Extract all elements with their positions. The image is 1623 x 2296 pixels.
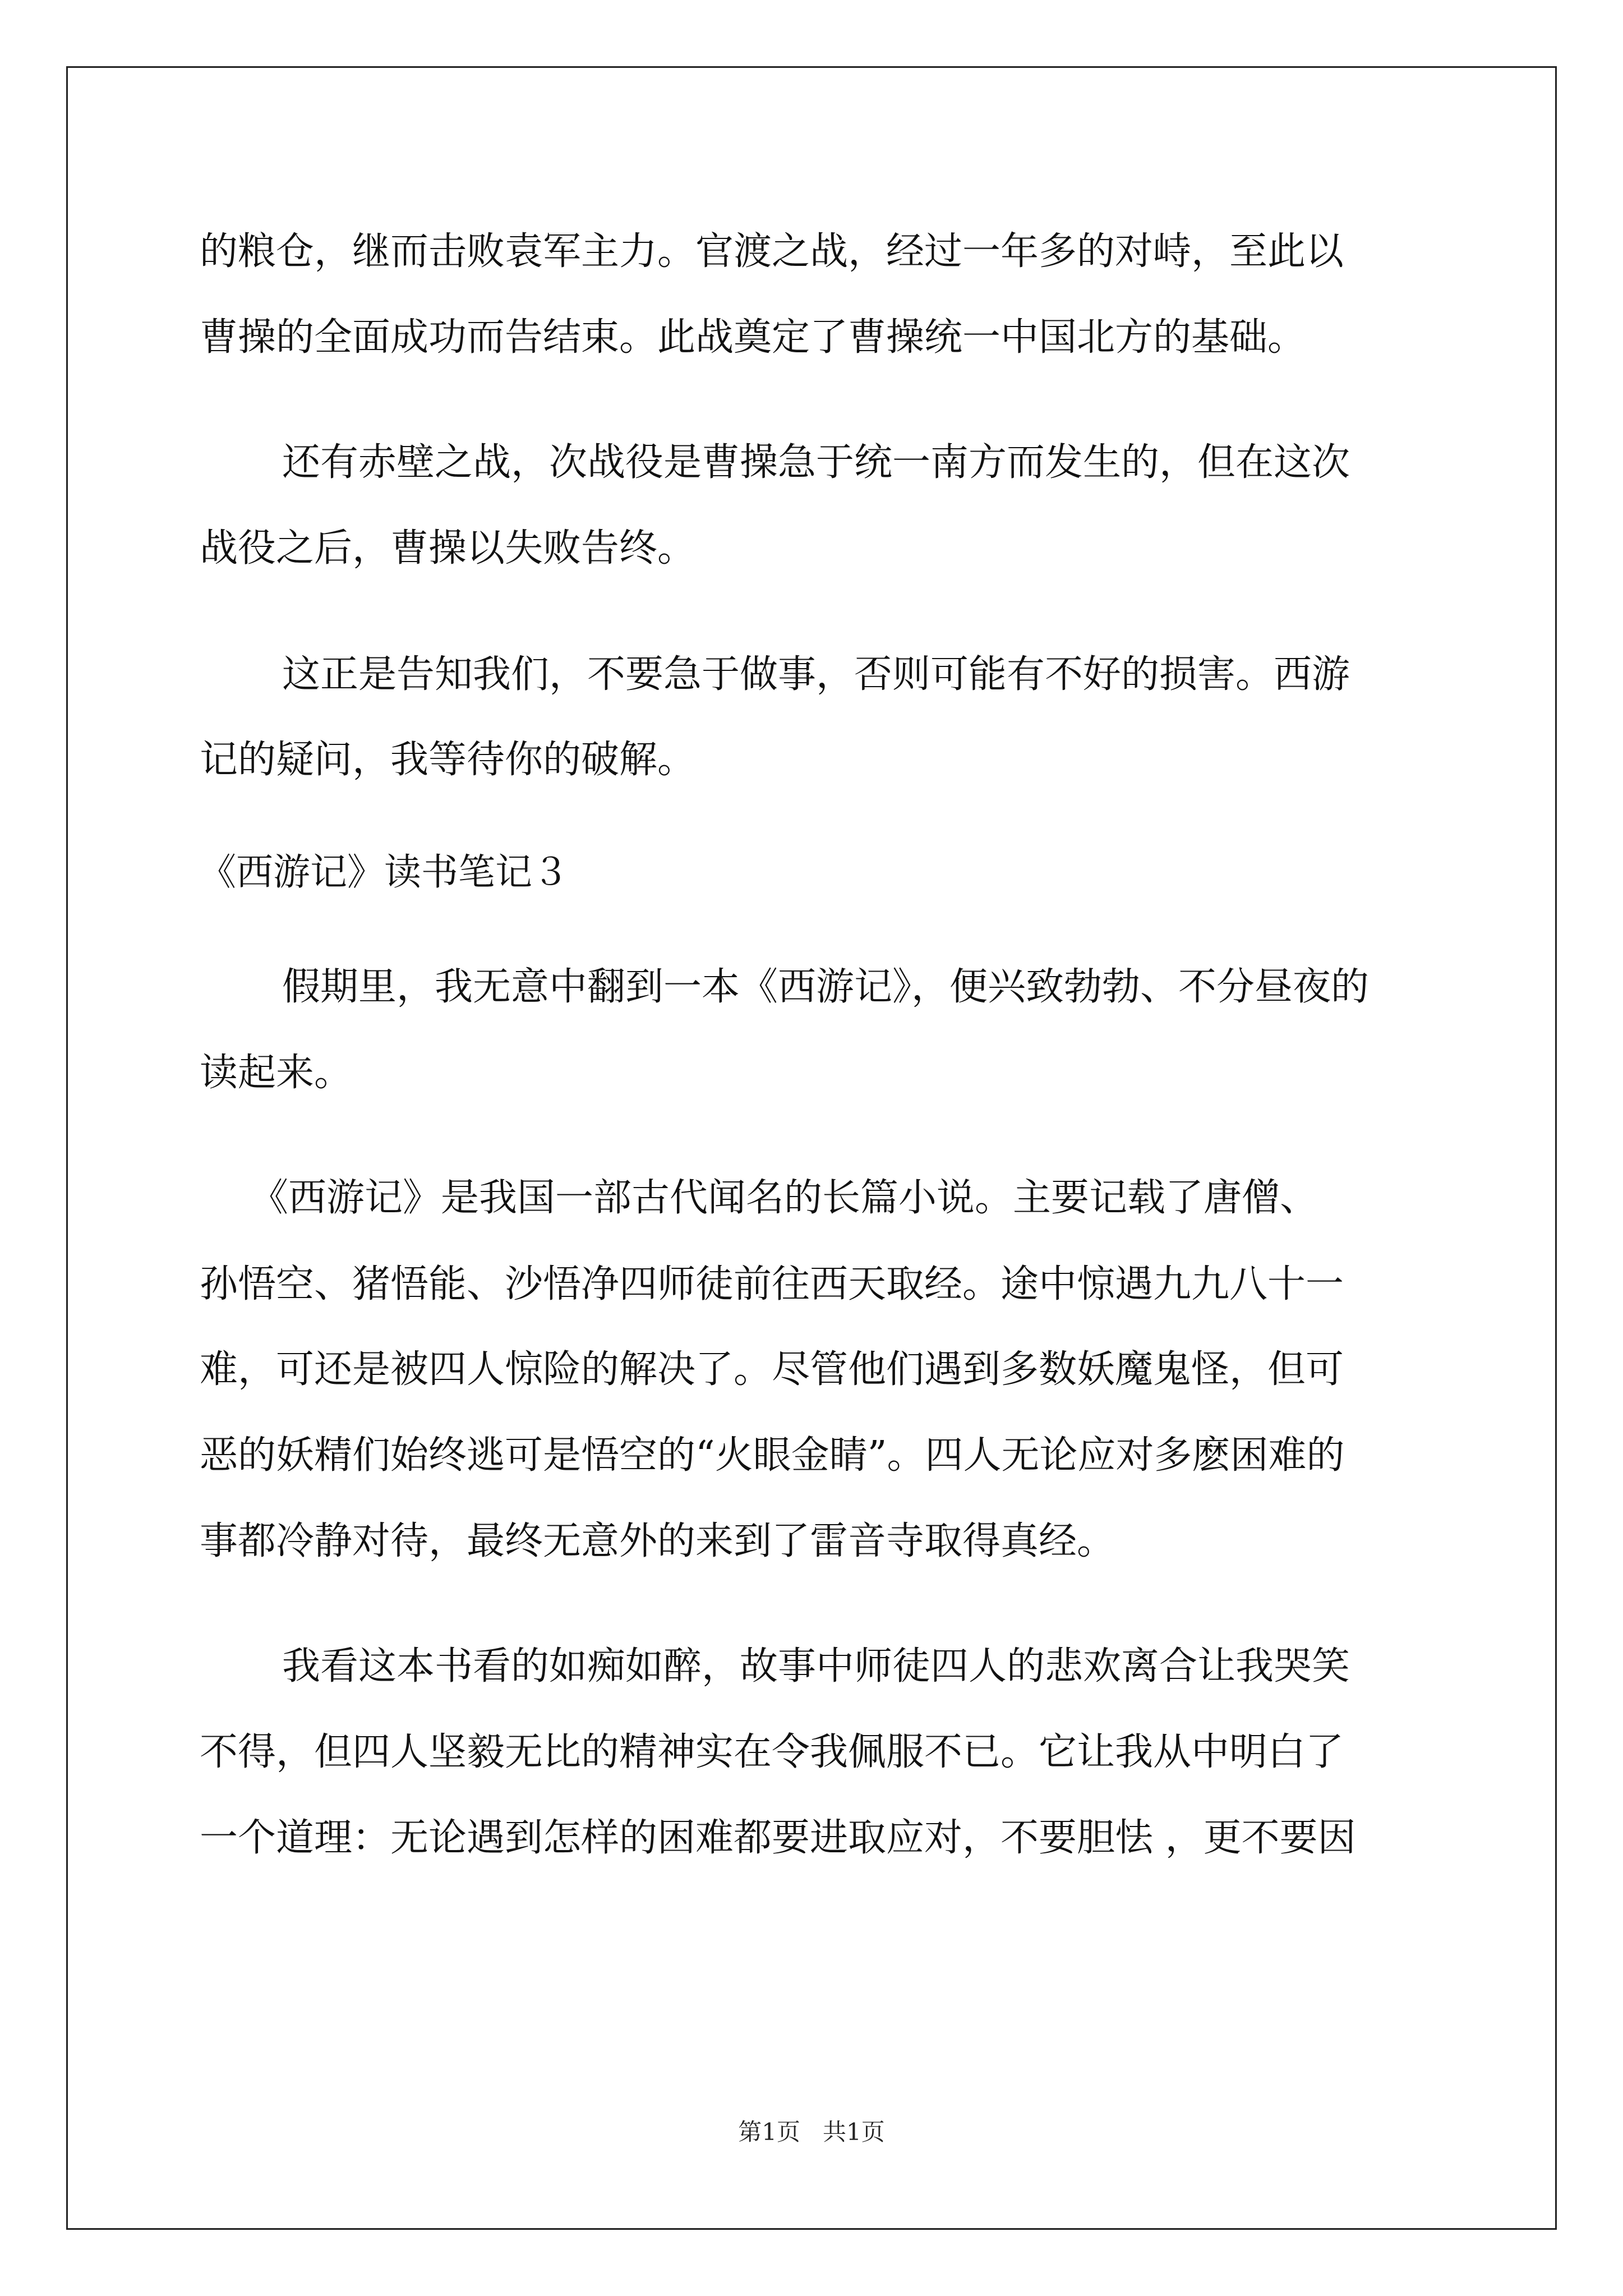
page-border	[66, 66, 1557, 2230]
text-line: 难，可还是被四人惊险的解决了。尽管他们遇到多数妖魔鬼怪，但可	[200, 1347, 1344, 1392]
text-line: 曹操的全面成功而告结束。此战奠定了曹操统一中国北方的基础。	[200, 315, 1306, 360]
text-line: 假期里，我无意中翻到一本《西游记》，便兴致勃勃、不分昼夜的	[282, 965, 1370, 1009]
text-line: 孙悟空、猪悟能、沙悟净四师徒前往西天取经。途中惊遇九九八十一	[200, 1262, 1344, 1306]
text-line: 战役之后，曹操以失败告终。	[200, 526, 696, 570]
text-line: 读起来。	[200, 1051, 353, 1095]
page-footer: 第1页 共1页	[738, 2118, 885, 2146]
text-line: 还有赤壁之战，次战役是曹操急于统一南方而发生的，但在这次	[282, 440, 1350, 485]
text-line: 一个道理：无论遇到怎样的困难都要进取应对，不要胆怯 ，更不要因	[200, 1816, 1356, 1860]
text-line: 我看这本书看的如痴如醉，故事中师徒四人的悲欢离合让我哭笑	[282, 1644, 1350, 1688]
text-line: 事都冷静对待，最终无意外的来到了雷音寺取得真经。	[200, 1519, 1115, 1563]
text-line: 记的疑问，我等待你的破解。	[200, 738, 696, 782]
text-line: 的粮仓，继而击败袁军主力。官渡之战，经过一年多的对峙，至此以	[200, 229, 1344, 274]
text-line: 不得，但四人坚毅无比的精神实在令我佩服不已。它让我从中明白了	[200, 1730, 1344, 1774]
section-heading: 《西游记》读书笔记３	[199, 850, 569, 894]
text-line: 《西游记》是我国一部古代闻名的长篇小说。主要记载了唐僧、	[250, 1176, 1318, 1220]
text-line: 恶的妖精们始终逃可是悟空的“火眼金睛”。四人无论应对多麽困难的	[200, 1433, 1345, 1478]
text-line: 这正是告知我们，不要急于做事，否则可能有不好的损害。西游	[282, 652, 1350, 697]
